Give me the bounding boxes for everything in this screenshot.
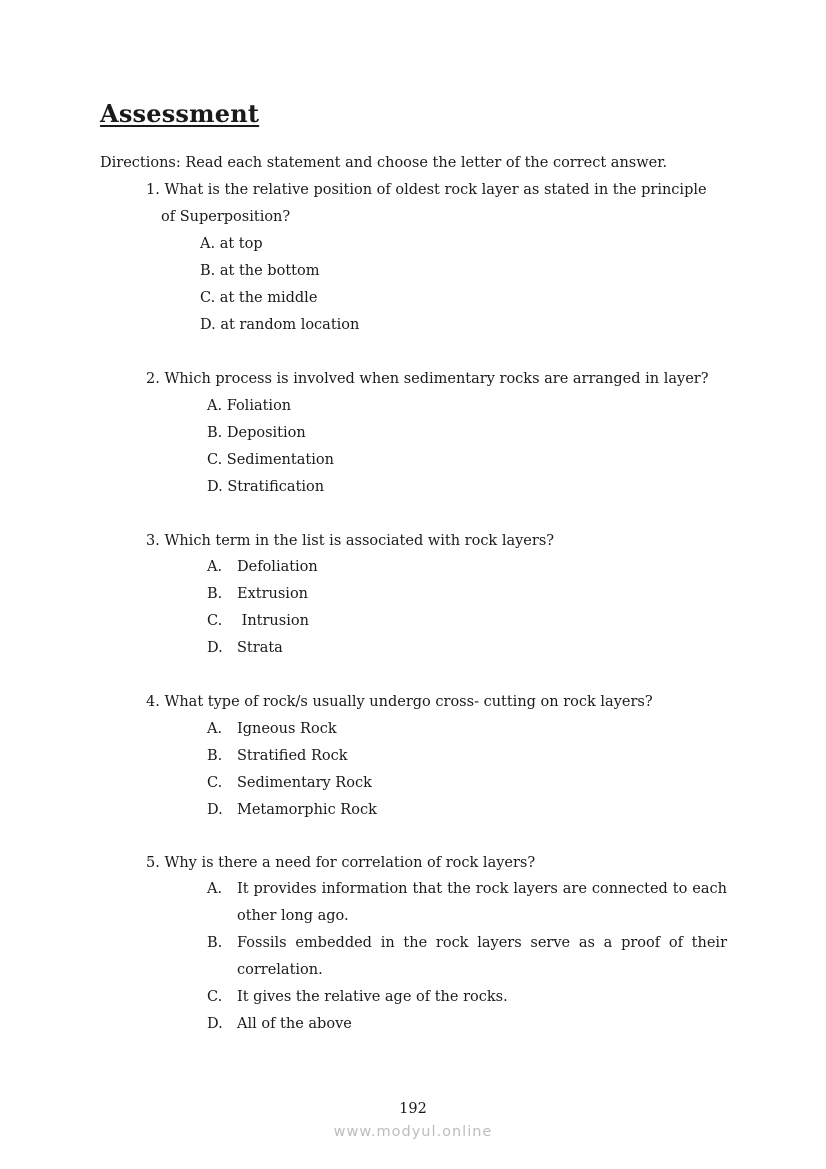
question-1-option-b: B. at the bottom: [200, 263, 320, 279]
question-2-option-a: A. Foliation: [207, 398, 292, 414]
question-3-option-c: [207, 612, 309, 630]
question-5-option-b-letter: B.: [207, 935, 223, 951]
question-3-option-a: [207, 558, 318, 576]
question-5-option-d-letter: D.: [207, 1016, 223, 1032]
question-1-continued: of Superposition?: [161, 209, 291, 225]
option-text: Metamorphic Rock: [237, 802, 377, 818]
question-2: 2. Which process is involved when sedimentary rocks are arranged in layer?: [146, 371, 709, 387]
option-letter: A.: [207, 721, 223, 737]
option-letter: D.: [207, 640, 223, 656]
question-5: 5. Why is there a need for correlation of rock layers?: [146, 855, 536, 871]
option-letter: B.: [207, 748, 223, 764]
question-4-option-d: [207, 801, 377, 819]
question-2-option-d: D. Stratification: [207, 479, 325, 495]
question-4-option-c: [207, 774, 372, 792]
question-3: 3. Which term in the list is associated with rock layers?: [146, 533, 555, 549]
question-4: 4. What type of rock/s usually undergo cross- cutting on rock layers?: [146, 694, 653, 710]
option-letter: D.: [207, 802, 223, 818]
option-letter: A.: [207, 559, 223, 575]
option-text: Strata: [237, 640, 283, 656]
option-letter: B.: [207, 586, 223, 602]
question-5-option-c: It gives the relative age of the rocks.: [237, 989, 508, 1005]
watermark: www.modyul.online: [333, 1124, 493, 1140]
option-text: Extrusion: [237, 586, 309, 602]
question-4-option-a: [207, 720, 337, 738]
option-text: Igneous Rock: [237, 721, 337, 737]
option-text: Intrusion: [237, 613, 309, 629]
directions-text: Directions: Read each statement and choose the letter of the correct answer.: [100, 155, 668, 171]
question-5-option-a: It provides information that the rock layers are connected to each other long ago.: [237, 881, 727, 924]
question-1: 1. What is the relative position of oldest rock layer as stated in the principle: [146, 182, 707, 198]
question-5-option-d: All of the above: [237, 1016, 352, 1032]
question-3-option-d: [207, 639, 283, 657]
option-text: Defoliation: [237, 559, 318, 575]
question-5-option-a-letter: A.: [207, 881, 223, 897]
option-text: Stratified Rock: [237, 748, 348, 764]
page-title: Assessment: [100, 99, 260, 128]
question-1-option-a: A. at top: [200, 236, 263, 252]
option-letter: C.: [207, 775, 223, 791]
question-1-option-d: D. at random location: [200, 317, 360, 333]
question-5-option-b: Fossils embedded in the rock layers serve as a proof of their correlation.: [237, 935, 727, 978]
page-number: 192: [399, 1101, 427, 1117]
question-1-option-c: C. at the middle: [200, 290, 318, 306]
question-4-option-b: [207, 747, 348, 765]
option-text: Sedimentary Rock: [237, 775, 372, 791]
question-5-option-c-letter: C.: [207, 989, 223, 1005]
question-2-option-c: C. Sedimentation: [207, 452, 334, 468]
option-letter: C.: [207, 613, 223, 629]
question-2-option-b: B. Deposition: [207, 425, 306, 441]
question-3-option-b: [207, 585, 308, 603]
